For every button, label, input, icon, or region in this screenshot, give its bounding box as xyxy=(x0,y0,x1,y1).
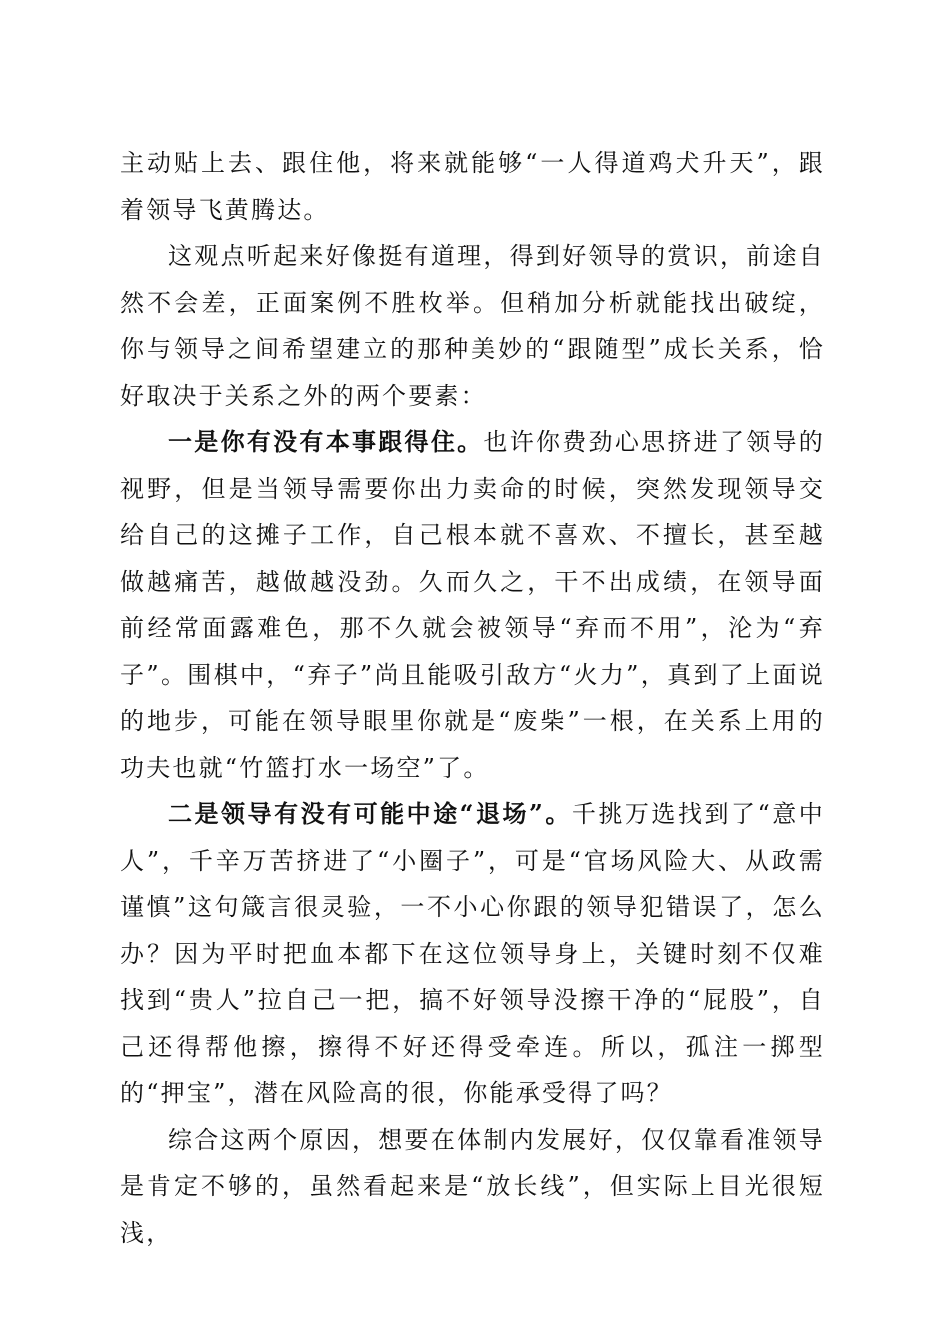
paragraph-4-text: 千挑万选找到了“意中人”，千辛万苦挤进了“小圈子”，可是“官场风险大、从政需谨慎”这句箴言很灵验，一不小心你跟的领导犯错误了，怎么办？因为平时把血本都下在这位领导身上，关键时刻不仅难找到“贵人”拉自己一把，搞不好领导没擦干净的“屁股”，自己还得帮他擦，擦得不好还得受牵连。所以，孤注一掷型的“押宝”，潜在风险高的很，你能承受得了吗？ xyxy=(120,800,825,1107)
paragraph-3-lead: 一是你有没有本事跟得住。 xyxy=(168,427,484,456)
paragraph-4-lead: 二是领导有没有可能中途“退场”。 xyxy=(168,799,572,828)
paragraph-3 xyxy=(120,419,825,791)
paragraph-5 xyxy=(120,1117,825,1257)
paragraph-3-text: 也许你费劲心思挤进了领导的视野，但是当领导需要你出力卖命的时候，突然发现领导交给自己的这摊子工作，自己根本就不喜欢、不擅长，甚至越做越痛苦，越做越没劲。久而久之，干不出成绩，在领导面前经常面露难色，那不久就会被领导“弃而不用”，沦为“弃子”。围棋中，“弃子”尚且能吸引敌方“火力”，真到了上面说的地步，可能在领导眼里你就是“废柴”一根，在关系上用的功夫也就“竹篮打水一场空”了。 xyxy=(120,428,825,782)
paragraph-1-text: 主动贴上去、跟住他，将来就能够“一人得道鸡犬升天”，跟着领导飞黄腾达。 xyxy=(120,149,825,224)
paragraph-2-text: 这观点听起来好像挺有道理，得到好领导的赏识，前途自然不会差，正面案例不胜枚举。但稍加分析就能找出破绽，你与领导之间希望建立的那种美妙的“跟随型”成长关系，恰好取决于关系之外的两个要素： xyxy=(120,242,825,410)
paragraph-2 xyxy=(120,233,825,419)
paragraph-4 xyxy=(120,791,825,1117)
paragraph-5-text: 综合这两个原因，想要在体制内发展好，仅仅靠看准领导是肯定不够的，虽然看起来是“放长线”，但实际上目光很短浅， xyxy=(120,1125,825,1247)
document-body xyxy=(120,140,825,1256)
paragraph-1 xyxy=(120,140,825,233)
